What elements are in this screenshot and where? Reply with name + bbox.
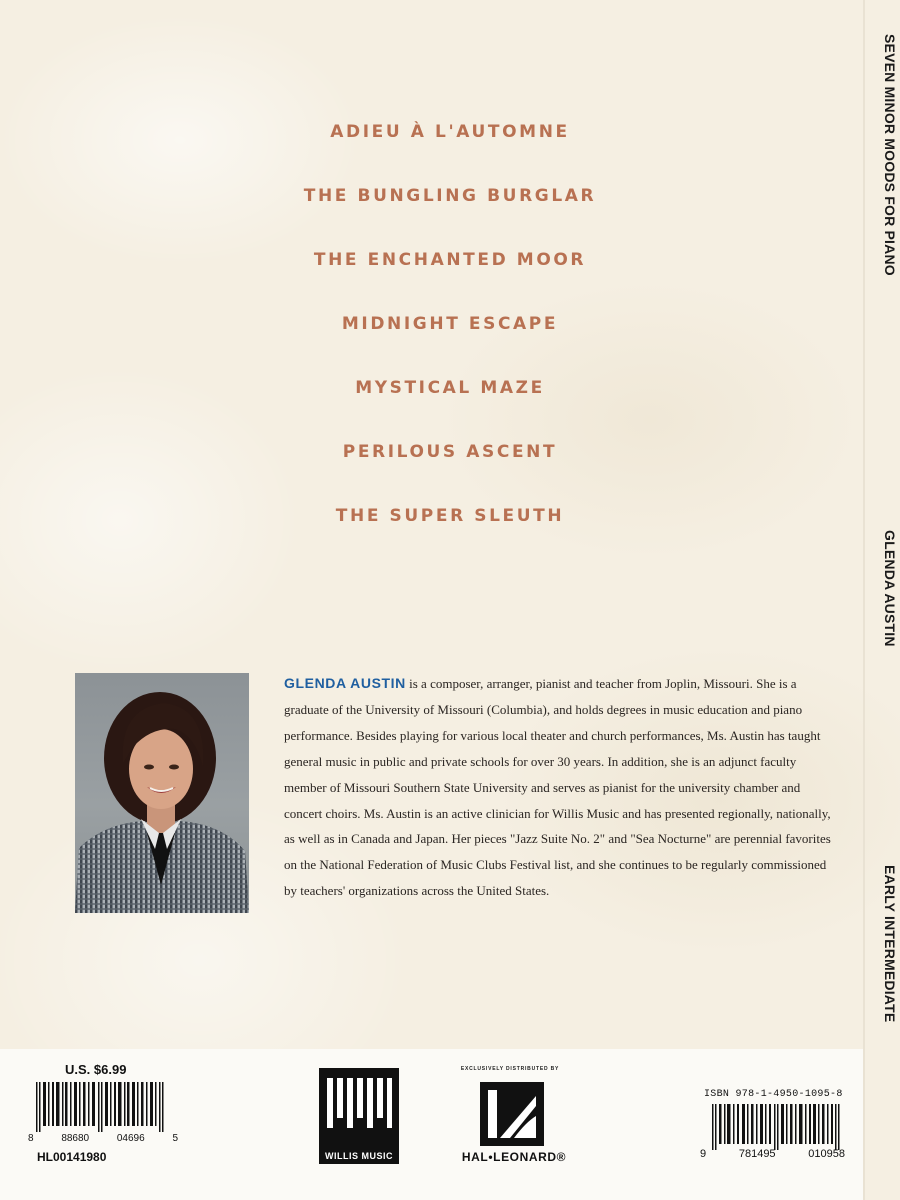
author-name: GLENDA AUSTIN — [284, 675, 406, 691]
author-bio — [284, 671, 836, 904]
spine-level: EARLY INTERMEDIATE — [882, 865, 898, 1023]
isbn-digits — [700, 1148, 845, 1160]
price-label: U.S. $6.99 — [65, 1062, 127, 1077]
hal-leonard-name: HAL•LEONARD® — [461, 1150, 567, 1164]
song-title: MIDNIGHT ESCAPE — [341, 314, 559, 334]
bio-text: is a composer, arranger, pianist and teacher from Joplin, Missouri. She is a graduate of the University of Missouri (Columbia), and holds degrees in music education and piano performance. Besides playing for various local theater and church performances, Ms. Austin has taught general music in public and private schools for over 30 years. In addition, she is an adjunct faculty member of Missouri Southern State University and serves as pianist for the university chamber and concert choirs. Ms. Austin is an active clinician for Willis Music and has presented regionally, nationally, as well as in Canada and Japan. Her pieces "Jazz Suite No. 2" and "Sea Nocturne" are perennial favorites on the National Federation of Music Clubs Festival list, and she continues to be regularly commissioned by teachers' organizations across the United States. — [284, 676, 831, 899]
song-title: ADIEU À L'AUTOMNE — [330, 122, 570, 142]
upc-digits-group1: 88680 — [61, 1133, 90, 1144]
song-title: THE BUNGLING BURGLAR — [303, 186, 597, 206]
ean-digits-group1: 781495 — [738, 1148, 776, 1160]
distributed-by-label: EXCLUSIVELY DISTRIBUTED BY — [460, 1066, 560, 1072]
willis-music-label: WILLIS MUSIC — [325, 1151, 393, 1161]
spine-title: SEVEN MINOR MOODS FOR PIANO — [882, 34, 898, 276]
song-title: PERILOUS ASCENT — [342, 442, 558, 462]
ean-digits-group2: 010958 — [808, 1148, 845, 1160]
upc-digit-left: 8 — [28, 1133, 34, 1144]
catalog-number: HL00141980 — [37, 1150, 107, 1164]
song-title: THE ENCHANTED MOOR — [313, 250, 587, 270]
spine-divider — [863, 0, 865, 1200]
willis-music-logo — [319, 1068, 399, 1164]
author-photo — [75, 673, 249, 913]
upc-digits — [28, 1133, 178, 1144]
upc-digit-right: 5 — [172, 1133, 178, 1144]
isbn-label: ISBN 978-1-4950-1095-8 — [704, 1089, 843, 1100]
ean-digit-first: 9 — [700, 1148, 707, 1160]
spine-author: GLENDA AUSTIN — [882, 530, 898, 647]
upc-digits-group2: 04696 — [116, 1133, 145, 1144]
hal-leonard-logo — [480, 1082, 544, 1146]
song-title: THE SUPER SLEUTH — [335, 506, 565, 526]
song-title: MYSTICAL MAZE — [355, 378, 545, 398]
isbn-barcode — [712, 1104, 840, 1150]
upc-barcode — [36, 1082, 164, 1132]
